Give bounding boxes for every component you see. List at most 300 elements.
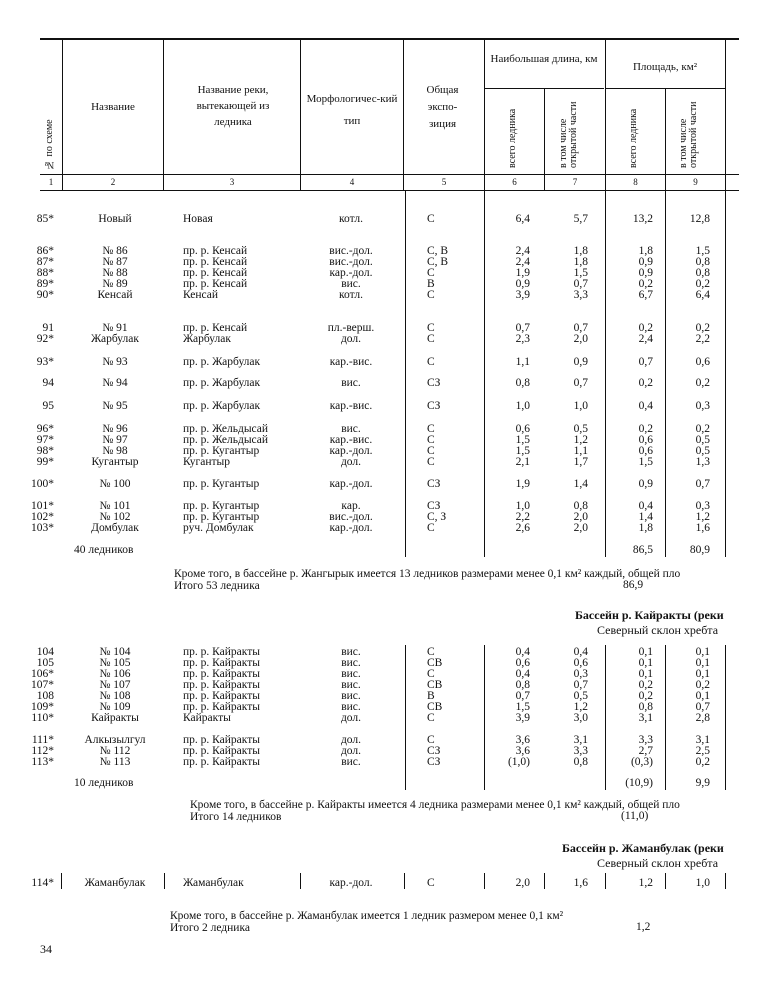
- glacier-name: № 101: [99, 500, 131, 512]
- total-area: 86,5: [632, 544, 653, 556]
- morph-type: котл.: [339, 213, 363, 225]
- exposition: СВ: [427, 679, 443, 691]
- length-total: 2,3: [515, 333, 530, 345]
- area-total: 0,9: [638, 267, 653, 279]
- header-col-divider: [665, 88, 666, 190]
- length-total: 1,0: [515, 500, 530, 512]
- area-open: 1,3: [695, 456, 710, 468]
- length-total: 2,6: [515, 522, 530, 534]
- river-name: пр. р. Кайракты: [183, 690, 260, 702]
- exposition: СЗ: [427, 500, 441, 512]
- area-total: 0,2: [638, 690, 653, 702]
- area-open: 0,1: [695, 690, 710, 702]
- morph-type: вис.: [341, 278, 361, 290]
- river-name: пр. р. Кайракты: [183, 745, 260, 757]
- header-exposition: Общая экспо-зиция: [426, 84, 459, 130]
- area-open: 0,8: [695, 256, 710, 268]
- header-col-divider: [403, 40, 404, 190]
- scheme-number: 92*: [36, 333, 54, 345]
- area-total: 0,2: [638, 322, 653, 334]
- river-name: пр. р. Кайракты: [183, 657, 260, 669]
- length-total: 1,9: [515, 478, 530, 490]
- exposition: С: [427, 522, 435, 534]
- area-total: 0,1: [638, 646, 653, 658]
- length-total: 3,6: [515, 734, 530, 746]
- header-top-rule: [40, 38, 739, 40]
- morph-type: вис.: [341, 423, 361, 435]
- length-open: 0,5: [573, 423, 588, 435]
- length-total: 1,9: [515, 267, 530, 279]
- exposition: В: [427, 278, 435, 290]
- length-open: 0,8: [573, 756, 588, 768]
- area-open: 2,5: [695, 745, 710, 757]
- exposition: С: [427, 213, 435, 225]
- glacier-name: № 106: [99, 668, 131, 680]
- glacier-name: № 96: [102, 423, 128, 435]
- section-3-itogo: Итого 2 ледника: [170, 922, 250, 934]
- area-total: 1,4: [638, 511, 653, 523]
- river-name: пр. р. Жельдысай: [183, 423, 269, 435]
- area-total: 1,5: [638, 456, 653, 468]
- river-name: пр. р. Кайракты: [183, 668, 260, 680]
- glacier-name: № 98: [102, 445, 128, 457]
- morph-type: вис.: [341, 657, 361, 669]
- length-open: 0,8: [573, 500, 588, 512]
- exposition: С: [427, 712, 435, 724]
- glacier-name: Кайракты: [91, 712, 139, 724]
- length-total: 1,5: [515, 434, 530, 446]
- length-total: 2,0: [515, 877, 530, 889]
- glacier-name: № 87: [102, 256, 128, 268]
- morph-type: вис.-дол.: [329, 511, 373, 523]
- area-total: 6,7: [638, 289, 653, 301]
- length-open: 1,5: [573, 267, 588, 279]
- area-total: 1,8: [638, 245, 653, 257]
- area-open: 0,7: [695, 701, 710, 713]
- area-total: 0,1: [638, 668, 653, 680]
- length-total: 0,4: [515, 646, 530, 658]
- section-1-note-value: 86,9: [623, 579, 644, 591]
- morph-type: кар.-дол.: [329, 267, 373, 279]
- area-open: 0,3: [695, 400, 710, 412]
- area-total: 0,9: [638, 256, 653, 268]
- table-row: [0, 523, 777, 534]
- glacier-name: № 86: [102, 245, 128, 257]
- length-total: 0,4: [515, 668, 530, 680]
- col-number: 7: [572, 177, 578, 187]
- scheme-number: 96*: [36, 423, 54, 435]
- length-total: 2,4: [515, 245, 530, 257]
- area-open: 0,5: [695, 434, 710, 446]
- glacier-name: Кугантыр: [91, 456, 139, 468]
- exposition: С: [427, 289, 435, 301]
- table-row: [0, 757, 777, 768]
- morph-type: вис.-дол.: [329, 245, 373, 257]
- col-number: 8: [633, 177, 638, 187]
- table-row: [0, 378, 777, 389]
- area-total: 0,6: [638, 434, 653, 446]
- river-name: пр. р. Кенсай: [183, 267, 248, 279]
- morph-type: вис.: [341, 756, 361, 768]
- glacier-name: № 94: [102, 377, 128, 389]
- glacier-name: Алкызылгул: [84, 734, 146, 746]
- length-open: 1,6: [573, 877, 588, 889]
- exposition: СЗ: [427, 478, 441, 490]
- morph-type: дол.: [340, 745, 362, 757]
- header-col-divider: [62, 40, 63, 190]
- length-total: 0,8: [515, 679, 530, 691]
- river-name: пр. р. Кенсай: [183, 322, 248, 334]
- morph-type: кар.-дол.: [329, 478, 373, 490]
- length-open: 0,3: [573, 668, 588, 680]
- river-name: пр. р. Кайракты: [183, 646, 260, 658]
- section-2-note: Кроме того, в бассейне р. Кайракты имеется 4 ледника размерами менее 0,1 км² каждый, общей пло: [190, 799, 680, 811]
- page-number: 34: [40, 942, 52, 956]
- table-row: [0, 878, 777, 889]
- header-col-divider: [725, 40, 726, 190]
- area-open: 0,6: [695, 356, 710, 368]
- river-name: руч. Домбулак: [183, 522, 254, 534]
- glacier-name: № 108: [99, 690, 131, 702]
- col-number: 9: [693, 177, 698, 187]
- morph-type: дол.: [340, 734, 362, 746]
- scheme-number: 105: [36, 657, 54, 669]
- length-open: 3,0: [573, 712, 588, 724]
- exposition: С: [427, 445, 435, 457]
- exposition: С, З: [427, 511, 447, 523]
- numbers-bottom-rule: [40, 190, 739, 191]
- length-total: 0,6: [515, 657, 530, 669]
- scheme-number: 101*: [31, 500, 54, 512]
- col-number: 6: [512, 177, 517, 187]
- scheme-number: 97*: [36, 434, 54, 446]
- header-area-open: в том числе открытой части: [678, 101, 699, 168]
- river-name: Кенсай: [183, 289, 218, 301]
- area-total: 0,4: [638, 400, 653, 412]
- area-total: 0,4: [638, 500, 653, 512]
- header-col-divider: [300, 40, 301, 190]
- glacier-name: № 91: [102, 322, 128, 334]
- area-total: 0,2: [638, 423, 653, 435]
- exposition: С: [427, 456, 435, 468]
- area-open: 0,1: [695, 657, 710, 669]
- area-open: 1,6: [695, 522, 710, 534]
- scheme-number: 106*: [31, 668, 54, 680]
- exposition: С: [427, 734, 435, 746]
- glacier-name: Кенсай: [97, 289, 133, 301]
- header-bottom-rule: [40, 174, 739, 175]
- table-row: [0, 401, 777, 412]
- length-open: 1,8: [573, 245, 588, 257]
- area-total: 2,7: [638, 745, 653, 757]
- length-open: 1,8: [573, 256, 588, 268]
- length-total: 3,6: [515, 745, 530, 757]
- river-name: пр. р. Жарбулак: [183, 377, 261, 389]
- length-open: 1,1: [573, 445, 588, 457]
- length-open: 0,7: [573, 679, 588, 691]
- river-name: Жарбулак: [183, 333, 231, 345]
- scheme-number: 104: [36, 646, 54, 658]
- header-scheme-number: № по схеме: [44, 119, 55, 170]
- length-total: 0,9: [515, 278, 530, 290]
- morph-type: кар.-дол.: [329, 522, 373, 534]
- area-open: 0,3: [695, 500, 710, 512]
- total-area-open: 9,9: [695, 777, 710, 789]
- length-total: 1,5: [515, 701, 530, 713]
- scheme-number: 103*: [31, 522, 54, 534]
- area-total: 13,2: [632, 213, 653, 225]
- river-name: пр. р. Кугантыр: [183, 445, 260, 457]
- length-open: 1,7: [573, 456, 588, 468]
- glacier-name: Жаманбулак: [84, 877, 146, 889]
- exposition: С, В: [427, 245, 449, 257]
- area-open: 12,8: [689, 213, 710, 225]
- length-total: (1,0): [507, 756, 530, 768]
- col-number: 2: [110, 177, 116, 187]
- area-open: 3,1: [695, 734, 710, 746]
- area-open: 0,2: [695, 322, 710, 334]
- area-total: 0,9: [638, 478, 653, 490]
- river-name: пр. р. Жарбулак: [183, 356, 261, 368]
- total-label: 10 ледников: [74, 777, 134, 789]
- length-open: 3,3: [573, 745, 588, 757]
- river-name: пр. р. Жарбулак: [183, 400, 261, 412]
- area-open: 0,5: [695, 445, 710, 457]
- river-name: Новая: [183, 213, 213, 225]
- header-col-divider: [544, 88, 545, 190]
- scheme-number: 110*: [31, 712, 54, 724]
- scheme-number: 111*: [31, 734, 54, 746]
- scheme-number: 85*: [36, 213, 54, 225]
- area-open: 0,2: [695, 423, 710, 435]
- length-open: 2,0: [573, 522, 588, 534]
- length-total: 0,7: [515, 690, 530, 702]
- length-total: 2,4: [515, 256, 530, 268]
- length-open: 5,7: [573, 213, 588, 225]
- scheme-number: 98*: [36, 445, 54, 457]
- exposition: С: [427, 646, 435, 658]
- table-row: [0, 713, 777, 724]
- morph-type: вис.: [341, 668, 361, 680]
- morph-type: пл.-верш.: [327, 322, 375, 334]
- length-total: 6,4: [515, 213, 530, 225]
- area-total: 3,1: [638, 712, 653, 724]
- river-name: пр. р. Кенсай: [183, 256, 248, 268]
- exposition: С: [427, 434, 435, 446]
- scheme-number: 109*: [31, 701, 54, 713]
- morph-type: дол.: [340, 333, 362, 345]
- section-3-subtitle: Северный склон хребта: [597, 856, 719, 870]
- scheme-number: 99*: [36, 456, 54, 468]
- total-label: 40 ледников: [74, 544, 134, 556]
- length-total: 1,1: [515, 356, 530, 368]
- total-area: (10,9): [625, 777, 653, 789]
- col-number: 4: [349, 177, 355, 187]
- area-total: 0,2: [638, 377, 653, 389]
- area-total: 0,2: [638, 679, 653, 691]
- morph-type: вис.-дол.: [329, 256, 373, 268]
- glacier-name: Новый: [98, 213, 132, 225]
- scheme-number: 89*: [36, 278, 54, 290]
- exposition: СВ: [427, 701, 443, 713]
- exposition: С: [427, 668, 435, 680]
- header-morph-type: Морфологичес-кий тип: [306, 93, 398, 127]
- area-open: 1,2: [695, 511, 710, 523]
- table-row: [0, 334, 777, 345]
- exposition: СЗ: [427, 400, 441, 412]
- section-2-note-value: (11,0): [621, 810, 649, 822]
- river-name: пр. р. Кугантыр: [183, 511, 260, 523]
- scheme-number: 90*: [36, 289, 54, 301]
- section-1-itogo: Итого 53 ледника: [174, 580, 260, 592]
- header-river: Название реки, вытекающей из ледника: [196, 84, 270, 128]
- area-open: 0,1: [695, 668, 710, 680]
- length-open: 1,4: [573, 478, 588, 490]
- length-total: 3,9: [515, 712, 530, 724]
- area-total: 0,7: [638, 356, 653, 368]
- glacier-name: № 105: [99, 657, 131, 669]
- morph-type: кар.-вис.: [329, 356, 373, 368]
- header-area-total: всего ледника: [628, 108, 639, 168]
- area-total: 0,8: [638, 701, 653, 713]
- length-open: 0,4: [573, 646, 588, 658]
- river-name: пр. р. Кенсай: [183, 245, 248, 257]
- exposition: С: [427, 322, 435, 334]
- area-open: 0,8: [695, 267, 710, 279]
- length-total: 0,8: [515, 377, 530, 389]
- scheme-number: 113*: [31, 756, 54, 768]
- length-open: 0,7: [573, 278, 588, 290]
- scheme-number: 93*: [36, 356, 54, 368]
- scheme-number: 100*: [31, 478, 54, 490]
- glacier-name: Домбулак: [91, 522, 139, 534]
- exposition: С: [427, 423, 435, 435]
- river-name: пр. р. Кайракты: [183, 701, 260, 713]
- length-total: 2,1: [515, 456, 530, 468]
- section-3-note: Кроме того, в бассейне р. Жаманбулак имеется 1 ледник размером менее 0,1 км²: [170, 910, 564, 922]
- glacier-name: № 113: [99, 756, 131, 768]
- area-open: 1,5: [695, 245, 710, 257]
- scheme-number: 94: [42, 377, 54, 389]
- exposition: С, В: [427, 256, 449, 268]
- glacier-name: № 104: [99, 646, 131, 658]
- scheme-number: 108: [36, 690, 54, 702]
- table-row: [0, 479, 777, 490]
- length-total: 1,5: [515, 445, 530, 457]
- morph-type: кар.: [341, 500, 361, 512]
- area-total: 0,1: [638, 657, 653, 669]
- length-total: 1,0: [515, 400, 530, 412]
- length-open: 0,7: [573, 377, 588, 389]
- morph-type: котл.: [339, 289, 363, 301]
- area-total: 0,2: [638, 278, 653, 290]
- area-open: 6,4: [695, 289, 710, 301]
- length-open: 0,9: [573, 356, 588, 368]
- scheme-number: 88*: [36, 267, 54, 279]
- header-length-open: в том числе открытой части: [558, 101, 579, 168]
- area-total: 1,2: [638, 877, 653, 889]
- exposition: СЗ: [427, 377, 441, 389]
- morph-type: вис.: [341, 377, 361, 389]
- section-3-title: Бассейн р. Жаманбулак (реки: [562, 841, 724, 855]
- scheme-number: 86*: [36, 245, 54, 257]
- exposition: С: [427, 333, 435, 345]
- river-name: Кугантыр: [183, 456, 231, 468]
- morph-type: кар.-дол.: [329, 877, 373, 889]
- scheme-number: 107*: [31, 679, 54, 691]
- length-total: 3,9: [515, 289, 530, 301]
- length-open: 0,5: [573, 690, 588, 702]
- length-open: 1,0: [573, 400, 588, 412]
- exposition: СВ: [427, 657, 443, 669]
- area-open: 1,0: [695, 877, 710, 889]
- scheme-number: 112*: [31, 745, 54, 757]
- river-name: Жаманбулак: [183, 877, 244, 889]
- section-3-note-value: 1,2: [636, 921, 651, 933]
- river-name: пр. р. Кайракты: [183, 679, 260, 691]
- table-row: [0, 214, 777, 225]
- exposition: С: [427, 877, 435, 889]
- area-total: 2,4: [638, 333, 653, 345]
- river-name: пр. р. Кугантыр: [183, 500, 260, 512]
- area-total: 1,8: [638, 522, 653, 534]
- glacier-name: № 89: [102, 278, 128, 290]
- glacier-name: № 112: [99, 745, 131, 757]
- area-open: 0,2: [695, 756, 710, 768]
- section-2-title: Бассейн р. Кайракты (реки: [575, 608, 724, 622]
- col-number: 1: [48, 177, 54, 187]
- area-open: 0,1: [695, 646, 710, 658]
- area-open: 2,8: [695, 712, 710, 724]
- scheme-number: 91: [42, 322, 54, 334]
- scheme-number: 87*: [36, 256, 54, 268]
- total-row: [0, 778, 777, 789]
- length-open: 0,6: [573, 657, 588, 669]
- morph-type: вис.: [341, 679, 361, 691]
- section-2-subtitle: Северный склон хребта: [597, 623, 719, 637]
- exposition: С: [427, 267, 435, 279]
- section-1-note: Кроме того, в бассейне р. Жангырык имеется 13 ледников размерами менее 0,1 км² каждый, общей пло: [174, 568, 681, 580]
- morph-type: кар.-вис.: [329, 400, 373, 412]
- header-length-group: Наибольшая длина, км: [490, 53, 598, 65]
- morph-type: дол.: [340, 712, 362, 724]
- scheme-number: 102*: [31, 511, 54, 523]
- table-row: [0, 357, 777, 368]
- length-open: 0,7: [573, 322, 588, 334]
- glacier-name: № 93: [102, 356, 128, 368]
- header-length-total: всего ледника: [507, 108, 518, 168]
- glacier-name: Жарбулак: [91, 333, 139, 345]
- length-open: 3,1: [573, 734, 588, 746]
- exposition: С: [427, 356, 435, 368]
- col-number: 3: [229, 177, 235, 187]
- river-name: пр. р. Кайракты: [183, 734, 260, 746]
- header-area-group: Площадь, км²: [632, 61, 697, 73]
- exposition: СЗ: [427, 745, 441, 757]
- morph-type: вис.: [341, 701, 361, 713]
- area-open: 0,7: [695, 478, 710, 490]
- length-open: 2,0: [573, 511, 588, 523]
- area-open: 0,2: [695, 278, 710, 290]
- length-open: 1,2: [573, 434, 588, 446]
- area-open: 0,2: [695, 679, 710, 691]
- header-name: Название: [91, 101, 135, 113]
- length-open: 2,0: [573, 333, 588, 345]
- river-name: Кайракты: [183, 712, 231, 724]
- length-total: 0,7: [515, 322, 530, 334]
- river-name: пр. р. Кугантыр: [183, 478, 260, 490]
- river-name: пр. р. Кайракты: [183, 756, 260, 768]
